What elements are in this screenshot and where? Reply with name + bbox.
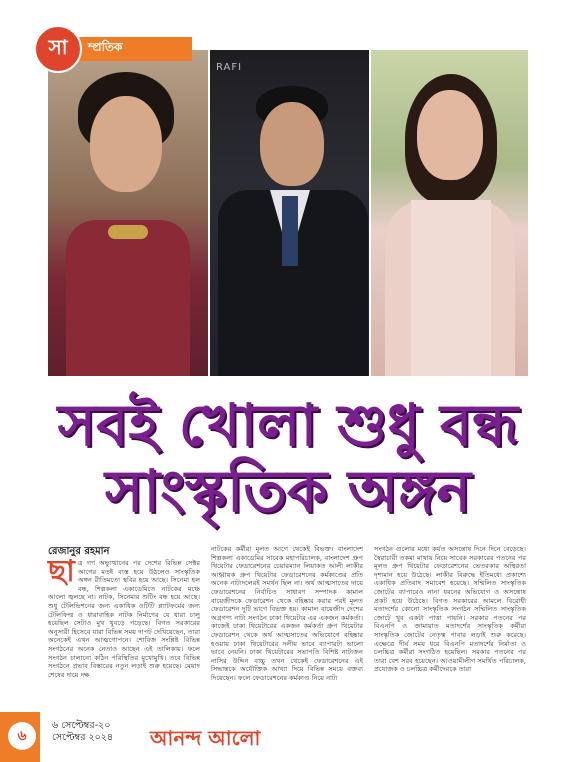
photo-strip bbox=[48, 50, 528, 376]
drop-cap: ছা bbox=[48, 554, 75, 589]
photo-watermark: RAFI bbox=[216, 62, 243, 73]
photo-actor-center bbox=[210, 50, 369, 376]
article-column-2 bbox=[211, 545, 363, 683]
magazine-brand-logo: আনন্দ আলো bbox=[150, 726, 261, 750]
page-number: ৬ bbox=[8, 722, 36, 750]
headline-line-2: সাংস্কৃতিক অঙ্গন bbox=[104, 457, 472, 525]
byline: রেজানুর রহমান bbox=[48, 546, 110, 557]
article-column-1 bbox=[48, 554, 200, 679]
section-bar: ম্প্রতিক bbox=[74, 37, 192, 61]
section-tag bbox=[34, 36, 192, 62]
article-column-3 bbox=[374, 545, 526, 674]
column-3-text: সংগঠন গুলোর মধ্যে কর্যত অসন্তোষ দিনে দিনে বেড়েছে। স্বৈরাচারী তকমা মাথায় নিয়ে সাবেক সরকারের পতনের পর মূলত গ্রুপ থিয়েটার ফেডারেশনের ভেতরকার অস্থিরতা দৃশ্যমান হয়ে উঠেছে। লাকীর বিরুদ্ধে ইতিমধ্যে প্রকাশ্যে একাধিক প্রতিবাদ সমাবেশ হয়েছে। সম্মিলিত সাংস্কৃতিক জোটের ব্যাপারেও নানা ধরনের অভিযোগ ও অসন্তোষ প্রকট হয়ে উঠেছে। বিগত সরকারের আমলে বিরোধী মতাদর্শের কোনো সাংস্কৃতিক সংগঠন সম্মিলিত সাংস্কৃতিক জোটে খুব একটা পাত্তা পায়নি। সরকার পতনের পর বিএনপি ও জামায়াত মতাদর্শের সাংস্কৃতিক কর্মীরা সাংস্কৃতিক জোটের নেতৃত্ব পাবার লড়াই শুরু করেছে। এক্ষেত্রে দীর্ঘ সময় ধরে বিএনপি মতাদর্শের নির্মাতা ও চলচ্চিত্র কর্মীরা সংগঠিত হয়েছিল। সরকার পতনের পর তারা বেশ সরব হয়েছেন। আওয়ামীলীগ সমর্থিত পরিচালক, প্রযোজক ও চলচ্চিত্র কর্মীদেরকে তারা bbox=[374, 545, 526, 674]
headline-line-1: সবই খোলা শুধু বন্ধ bbox=[57, 391, 519, 459]
issue-date bbox=[52, 720, 113, 744]
photo-actress-left bbox=[48, 50, 208, 376]
column-2-text: নাটকের কর্মীরা মূলত আগে থেকেই বিভক্ত। বাংলাদেশ শিল্পকলা একাডেমির সাবেক মহাপরিচালক, বাংলাদেশ গ্রুপ থিয়েটার ফেডারেশনের চেয়ারম্যান লিয়াকত আলী লাকীর আহ্বায়ক গ্রুপ থিয়েটার ফেডারেশনের কর্মকাণ্ডের প্রতি অনেক নাট্যদলেরই সমর্থন ছিল না। অর্থ আত্মসাতের দায়ে ফেডারেশনের নির্বাচিত সাধারণ সম্পাদক কামাল বায়েজীদকে ফেডারেশন থেকে বহিষ্কার করার পরই মূলত ফেডারেশন দুটি ভাগে বিভক্ত হয়। কামাল বায়েজীদ দেশের অগ্রগণ্য নাট্য সংগঠন ঢাকা থিয়েটার এর একজন কর্মকর্তা। কাজেই ঢাকা থিয়েটারের একজন কর্মকর্তা গ্রুপ থিয়েটার ফেডারেশন থেকে অর্থ আত্মসাতের অভিযোগে বহিষ্কার হওয়ায় ঢাকা থিয়েটারের দলীয় ভাবে ব্যাপারটা ভালো ভাবে নেয়নি। ঢাকা থিয়েটারের সভাপতি বিশিষ্ট নাট্যজন নাসির উদ্দিন বাচ্চু তখন থেকেই ফেডারেশনের এই সিদ্ধান্তকে অযৌক্তিক আখ্যা দিয়ে বিভিন্ন সময়ে বক্তব্য দিয়েছেন। ফলে ফেডারেশনের কর্মকাণ্ড নিয়ে নাট্য bbox=[211, 545, 363, 682]
issue-date-line-1: ৬ সেপ্টেম্বর-২০ bbox=[52, 720, 111, 731]
page-footer bbox=[0, 712, 576, 762]
section-circle: সা bbox=[34, 25, 82, 73]
issue-date-line-2: সেপ্টেম্বর ২০২৪ bbox=[52, 732, 114, 743]
column-1-text: ত্র গণ অভ্যুত্থানের পর দেশের বিভিন্ন সেক্টর আগের মতই ব্যস্ত হয়ে উঠলেও সাংস্কৃতিক অঙ্গন রীতিমতো স্থবির হয়ে আছে। সিনেমা হল বন্ধ, শিল্পকলা একাডেমিতে নাটকের মঞ্চে আলো জ্বলছে না। নাটক, সিনেমার শুটিং বন্ধ হয়ে আছে। শুধু টেলিভিশনের জন্য একাধিক ওটিটি প্ল্যাটফর্মের জন্য টেলিফিল্ম ও ধারাবাহিক নাটক নির্মাণের যে ধারা চালু হয়েছিল সেটাও মুখ থুবড়ে পড়েছে। বিগত সরকারের অনুসারী হিসেবে যারা বিভিন্ন সময় দাপট দেখিয়েছেন, তারা অনেকেই এখন আত্মগোপনে। শোবিজ সংশ্লিষ্ট বিভিন্ন সংগঠনের অনেক নেতাও আছেন এই তালিকায়। ফলে সংগঠন চালানো কঠিন পরিস্থিতির মুখোমুখি। তবে বিভিন্ন সংগঠনে প্রভাব বিস্তারের নতুন লড়াই শুরু হয়েছে। মেয়াদ শেষের দায়ে দক্ষ bbox=[48, 559, 200, 679]
page-number-badge bbox=[0, 712, 40, 762]
photo-actress-right bbox=[371, 50, 528, 376]
